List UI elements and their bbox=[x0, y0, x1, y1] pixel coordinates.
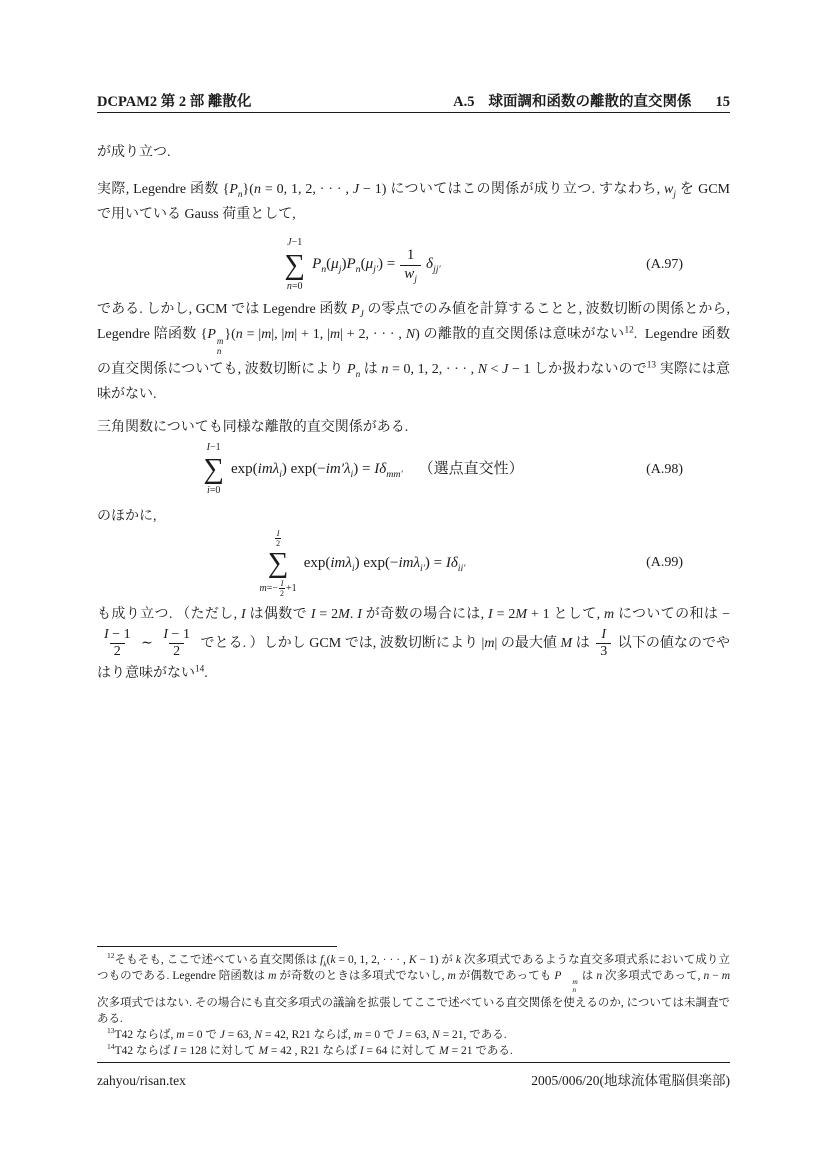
footnotes-block bbox=[97, 946, 730, 1059]
paragraph-trig: 三角関数についても同様な離散的直交関係がある. bbox=[97, 419, 409, 435]
header-part-title: DCPAM2 第 2 部 離散化 bbox=[97, 94, 252, 110]
sigma-glyph: ∑ bbox=[203, 453, 224, 486]
equation-lhs: $P_n(\mu_j)P_n(\mu_{j'})$ = bbox=[312, 256, 396, 276]
summation-symbol bbox=[260, 529, 297, 599]
header-section-label: 球面調和函数の離散的直交関係 bbox=[488, 94, 692, 110]
equation-a97 bbox=[97, 237, 730, 293]
footnote-rule bbox=[97, 946, 337, 947]
fraction-denominator: $w_j$ bbox=[400, 265, 421, 283]
sigma-glyph: ∑ bbox=[267, 546, 289, 579]
equation-number: (A.99) bbox=[646, 555, 683, 571]
sum-lower-limit: m=− $\frac{I}{2}$ +1 bbox=[259, 578, 297, 599]
header-section-title bbox=[453, 90, 730, 111]
sigma-glyph: ∑ bbox=[284, 248, 306, 281]
equation-number: (A.98) bbox=[646, 461, 683, 477]
footer-rule bbox=[97, 1062, 730, 1063]
fraction-numerator: 1 bbox=[406, 247, 415, 264]
footer-date-credit: 2005/006/20(地球流体電脳倶楽部) bbox=[531, 1073, 730, 1088]
paragraph-conclusion: も成り立つ. （ただし, I は偶数で I = 2M. I が奇数の場合には, I = 2M + 1 として, m についての和は − $\frac{I - 1}{2}$ ∼ $\frac{I - 1}{2}$ でとる. ）しかし GCM では, 波数切断により |m| の最大値 M は $\frac{I}{3}$ 以下の値なのでやはり意味がない$^{14}$. bbox=[97, 607, 731, 681]
document-body bbox=[97, 140, 730, 686]
header-rule bbox=[97, 112, 730, 113]
footnote-13: $^{13}$T42 ならば, m = 0 で J = 63, N = 42, R21 ならば, m = 0 で J = 63, N = 21, である. bbox=[107, 1026, 507, 1042]
equation-rhs: $\delta_{jj'}$ bbox=[425, 256, 441, 276]
summation-symbol bbox=[284, 237, 305, 293]
sum-upper-limit: $\frac{I}{2}$ bbox=[276, 528, 281, 548]
page-number: 15 bbox=[715, 94, 730, 110]
paragraph-besides: のほかに, bbox=[97, 508, 157, 524]
fraction bbox=[400, 247, 421, 283]
footer-row bbox=[97, 1069, 730, 1089]
equation-note: （選点直交性） bbox=[418, 460, 524, 477]
equation-body: exp(imλ$_i$) $\exp(-im'\lambda_i) = I\delta_{mm'}$ bbox=[231, 460, 403, 480]
footer-filename: zahyou/risan.tex bbox=[97, 1073, 186, 1088]
equation-body: exp(imλ$_i$) $\exp(-im\lambda_{i'}) = I\delta_{ii'}$ bbox=[303, 554, 466, 574]
footnote-14: $^{14}$T42 ならば I = 128 に対して M = 42 , R21 ならば I = 64 に対して M = 21 である. bbox=[107, 1042, 513, 1058]
page-footer bbox=[97, 1062, 730, 1089]
sum-lower-limit: n=0 bbox=[286, 280, 303, 292]
paragraph-legendre: 実際, Legendre 函数 $\{P_n\}(n = 0$, 1, 2, · · · , J − 1) についてはこの関係が成り立つ. すなわち, $w_j$ を GCM で用いている Gauss 荷重として, bbox=[97, 182, 731, 222]
sum-upper-limit: J−1 bbox=[287, 237, 303, 248]
paragraph-gcm-legendre: である. しかし, GCM では Legendre 函数 $P_J$ の零点でのみ値を計算することと, 波数切断の関係とから, Legendre 陪函数 {P m n }(n = |m|, |m| + 1, |m| + 2, · · · , N) の離散的直交関係は意味がない$^{12}$. Legendre 函数の直交関係についても, 波数切断により $P_n$ は n = 0, 1, 2, · · · , N < J − 1 しか扱わないので$^{13}$ 実際には意味がない. bbox=[97, 302, 730, 402]
sum-upper-limit: I−1 bbox=[206, 441, 221, 453]
equation-number: (A.97) bbox=[646, 257, 683, 272]
sum-lower-limit: i=0 bbox=[206, 485, 221, 497]
equation-a99 bbox=[97, 529, 730, 599]
summation-symbol bbox=[203, 442, 224, 498]
header-section-number: A.5 bbox=[453, 94, 475, 110]
footnote-12: $^{12}$そもそも, ここで述べている直交関係は $f_k(k = 0$, 1, 2, · · · , K − 1) が k 次多項式であるような直交多項式系において成り立つものである. Legendre 陪函数は m が奇数のときは多項式でないし, m が偶数であっても P m n は n 次多項式であって, n − m 次多項式ではない. その場合にも直交多項式の議論を拡張してここで述べている直交関係を使えるのか, については未調査である. bbox=[97, 951, 730, 1026]
page-header bbox=[97, 90, 730, 111]
equation-a98 bbox=[97, 442, 730, 498]
paragraph-intro: が成り立つ. bbox=[97, 145, 171, 160]
